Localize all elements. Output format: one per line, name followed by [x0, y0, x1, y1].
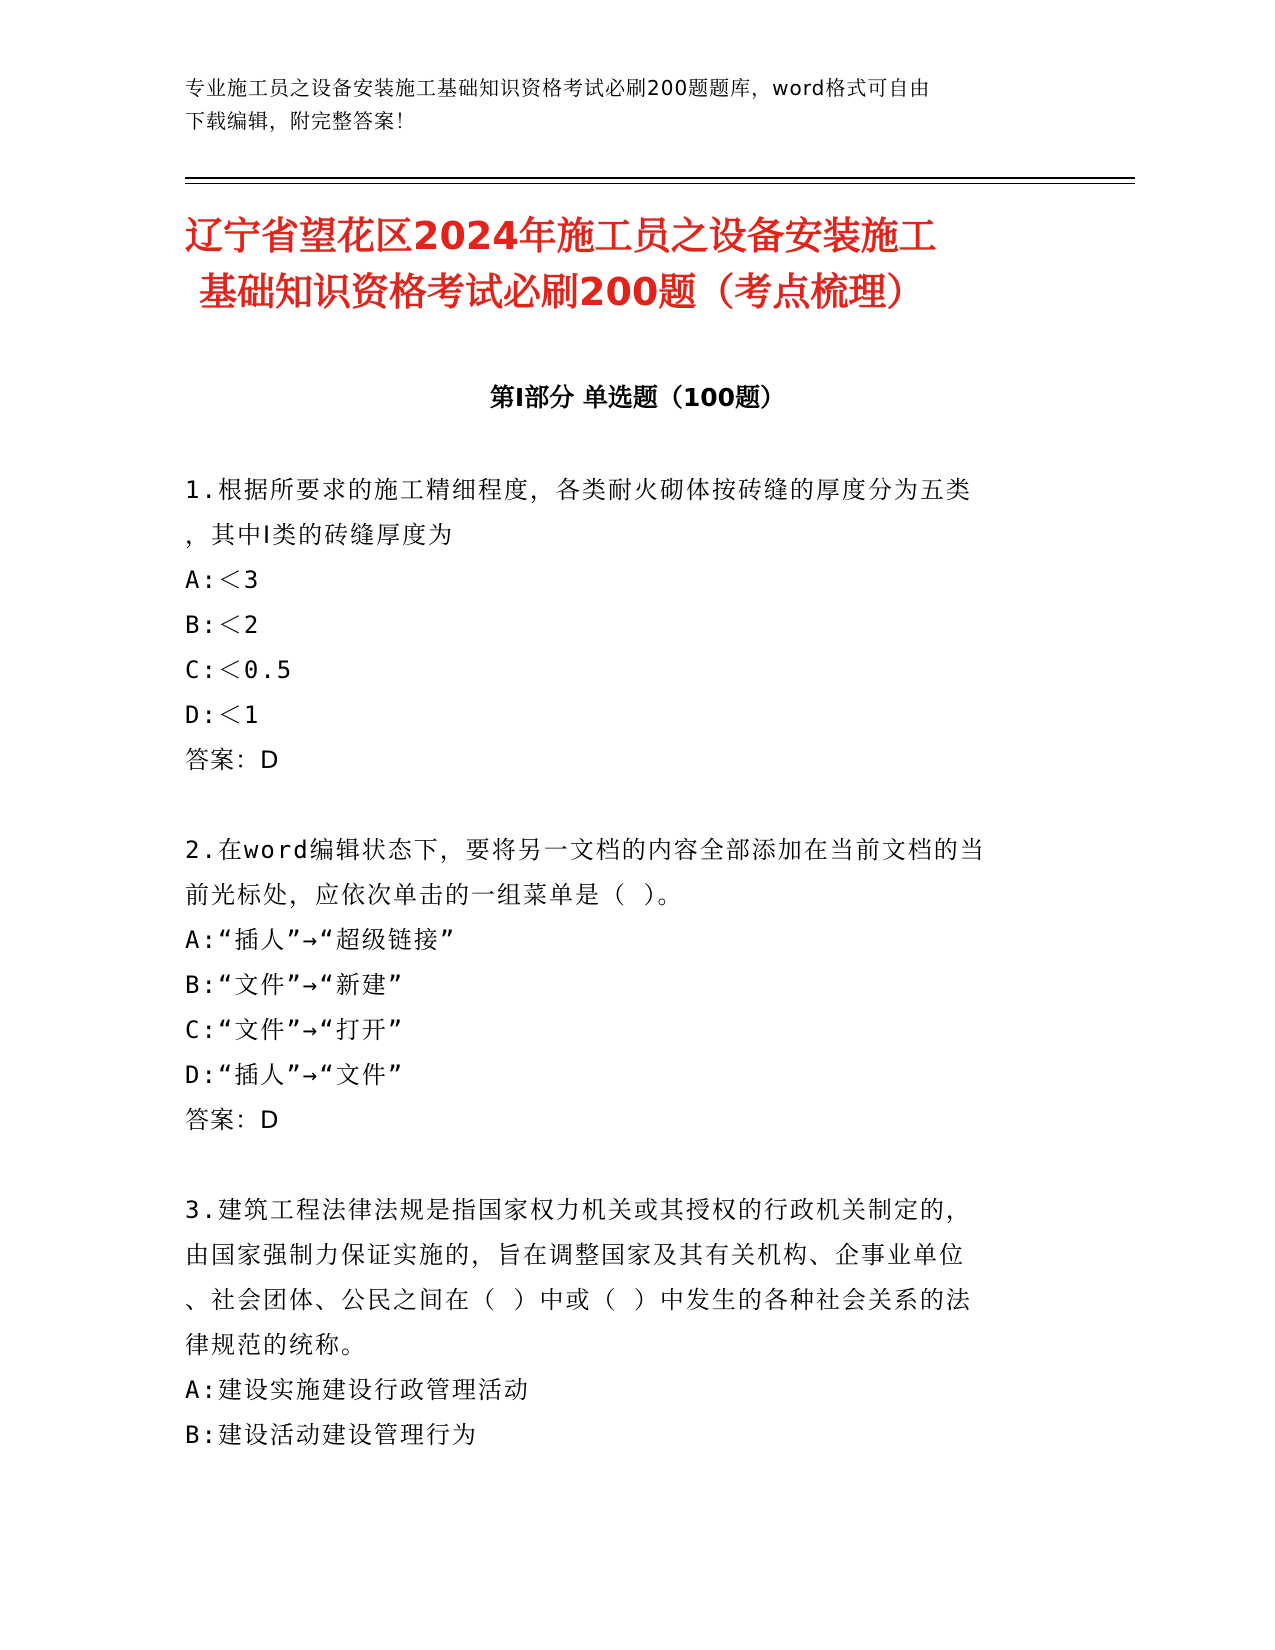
- question-stem-line: 1.根据所要求的施工精细程度，各类耐火砌体按砖缝的厚度分为五类: [185, 476, 972, 504]
- question-stem-line: 2.在word编辑状态下，要将另一文档的内容全部添加在当前文档的当: [185, 836, 986, 864]
- header-note-line-2: 下载编辑，附完整答案！: [185, 109, 416, 133]
- question-list: [185, 468, 1045, 1503]
- question-stem-line: 由国家强制力保证实施的，旨在调整国家及其有关机构、企事业单位: [185, 1241, 965, 1269]
- answer-line: 答案：D: [185, 746, 280, 774]
- option-b: B:建设活动建设管理行为: [185, 1421, 478, 1449]
- option-d: D:＜1: [185, 701, 261, 729]
- question-3: [185, 1188, 1045, 1458]
- document-title: [185, 208, 1085, 320]
- document-title-line-1: 辽宁省望花区2024年施工员之设备安装施工: [185, 214, 937, 258]
- question-stem-line: 律规范的统称。: [185, 1331, 367, 1359]
- question-stem: [185, 468, 1045, 558]
- question-stem-line: 3.建筑工程法律法规是指国家权力机关或其授权的行政机关制定的，: [185, 1196, 972, 1224]
- question-stem-line: ，其中Ⅰ类的砖缝厚度为: [185, 521, 455, 549]
- question-stem-line: 、社会团体、公民之间在（ ）中或（ ）中发生的各种社会关系的法: [185, 1286, 972, 1314]
- option-a: A:建设实施建设行政管理活动: [185, 1376, 530, 1404]
- header-divider-thin: [185, 183, 1135, 184]
- header-note-line-1: 专业施工员之设备安装施工基础知识资格考试必刷200题题库，word格式可自由: [185, 76, 931, 100]
- question-stem: [185, 1188, 1045, 1368]
- option-c: C:“文件”→“打开”: [185, 1016, 405, 1044]
- document-title-line-2: 基础知识资格考试必刷200题（考点梳理）: [199, 270, 925, 314]
- option-a: A:＜3: [185, 566, 261, 594]
- option-b: B:“文件”→“新建”: [185, 971, 405, 999]
- option-a: A:“插人”→“超级链接”: [185, 926, 457, 954]
- section-heading: 第I部分 单选题（100题）: [489, 383, 786, 412]
- header-divider-thick: [185, 177, 1135, 179]
- option-d: D:“插人”→“文件”: [185, 1061, 405, 1089]
- header-note: [185, 72, 1065, 138]
- answer-line: 答案：D: [185, 1106, 280, 1134]
- question-2: [185, 828, 1045, 1143]
- question-stem-line: 前光标处，应依次单击的一组菜单是（ ）。: [185, 881, 684, 909]
- question-stem: [185, 828, 1045, 918]
- option-c: C:＜0.5: [185, 656, 294, 684]
- question-1: [185, 468, 1045, 783]
- option-b: B:＜2: [185, 611, 261, 639]
